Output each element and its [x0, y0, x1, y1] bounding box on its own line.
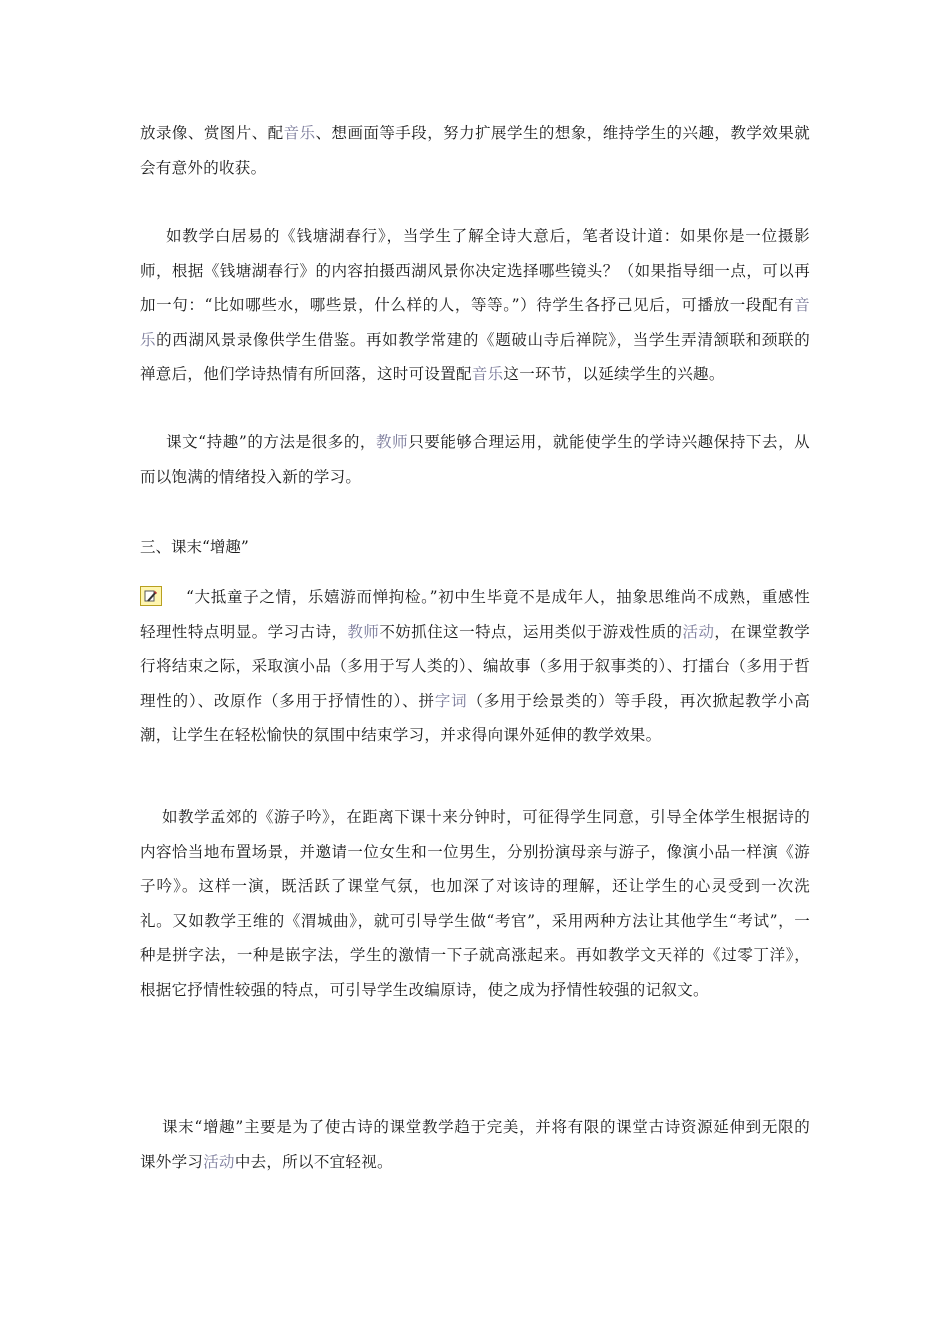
keyword-link[interactable]: 音乐	[471, 365, 504, 383]
paragraph-4-text	[140, 588, 810, 744]
text-run: 不妨抓住这一特点，运用类似于游戏性质的	[379, 622, 683, 641]
text-run: 这一环节，以延续学生的兴趣。	[503, 365, 725, 383]
text-run: 如教学白居易的《钱塘湖春行》，当学生了解全诗大意后，笔者设计道：如果你是一位摄影师，根据《钱塘湖春行》的内容拍摄西湖风景你决定选择哪些镜头？（如果指导细一点，可以再加一句：“比如哪些水，哪些景，什么样的人，等等。”）待学生各抒己见后，可播放一段配有	[140, 227, 810, 314]
text-run: 课文“持趣”的方法是很多的，	[166, 433, 377, 451]
keyword-link[interactable]: 音乐	[283, 124, 316, 142]
keyword-link[interactable]: 活动	[682, 622, 715, 641]
text-run: ，在课堂教学行将结束之际，采取演小品（多用于写人类的）、编故事（多用于叙事类的）、打擂台（多用于哲理性的）、改原作（多用于抒情性的）、拼	[140, 622, 810, 710]
section-heading: 三、课末“增趣”	[140, 538, 249, 556]
keyword-link[interactable]: 教师	[376, 433, 409, 451]
paragraph-2	[140, 219, 810, 392]
text-run: 如教学孟郊的《游子吟》，在距离下课十来分钟时，可征得学生同意，引导全体学生根据诗的内容恰当地布置场景，并邀请一位女生和一位男生，分别扮演母亲与游子，像演小品一样演《游子吟》。这样一演，既活跃了课堂气氛，也加深了对该诗的理解，还让学生的心灵受到一次洗礼。又如教学王维的《渭城曲》，就可引导学生做“考官”，采用两种方法让其他学生“考试”，一种是拼字法，一种是嵌字法，学生的激情一下子就高涨起来。再如教学文天祥的《过零丁洋》，根据它抒情性较强的特点，可引导学生改编原诗，使之成为抒情性较强的记叙文。	[140, 808, 810, 999]
text-run: “大抵童子之情，乐嬉游而惮拘检。”初中生毕竟不是成年人，抽象思维尚不成熟，重感性轻理性特点明显。学习古诗，	[140, 588, 810, 641]
paragraph-3	[140, 425, 810, 494]
keyword-link[interactable]: 音乐	[140, 296, 810, 349]
text-run: （多用于绘景类的）等手段，再次掀起教学小高潮，让学生在轻松愉快的氛围中结束学习，并求得向课外延伸的教学效果。	[140, 691, 810, 744]
text-run: 的西湖风景录像供学生借鉴。再如教学常建的《题破山寺后禅院》，当学生弄清颔联和颈联的禅意后，他们学诗热情有所回落，这时可设置配	[140, 330, 810, 383]
text-run: 只要能够合理运用，就能使学生的学诗兴趣保持下去，从而以饱满的情绪投入新的学习。	[140, 433, 810, 486]
paragraph-4	[140, 580, 810, 753]
keyword-link[interactable]: 活动	[203, 1152, 235, 1171]
paragraph-5	[140, 800, 810, 1007]
keyword-link[interactable]: 教师	[347, 622, 380, 641]
text-run: 中去，所以不宜轻视。	[234, 1152, 393, 1171]
text-run: 课末“增趣”主要是为了使古诗的课堂教学趋于完美，并将有限的课堂古诗资源延伸到无限的课外学习	[140, 1118, 810, 1171]
text-run: 、想画面等手段，努力扩展学生的想象，维持学生的兴趣，教学效果就会有意外的收获。	[140, 124, 810, 177]
text-run: 放录像、赏图片、配	[140, 124, 284, 142]
note-pencil-icon[interactable]	[140, 586, 162, 606]
paragraph-1	[140, 116, 810, 185]
paragraph-6	[140, 1110, 810, 1179]
keyword-link[interactable]: 字词	[434, 691, 468, 710]
